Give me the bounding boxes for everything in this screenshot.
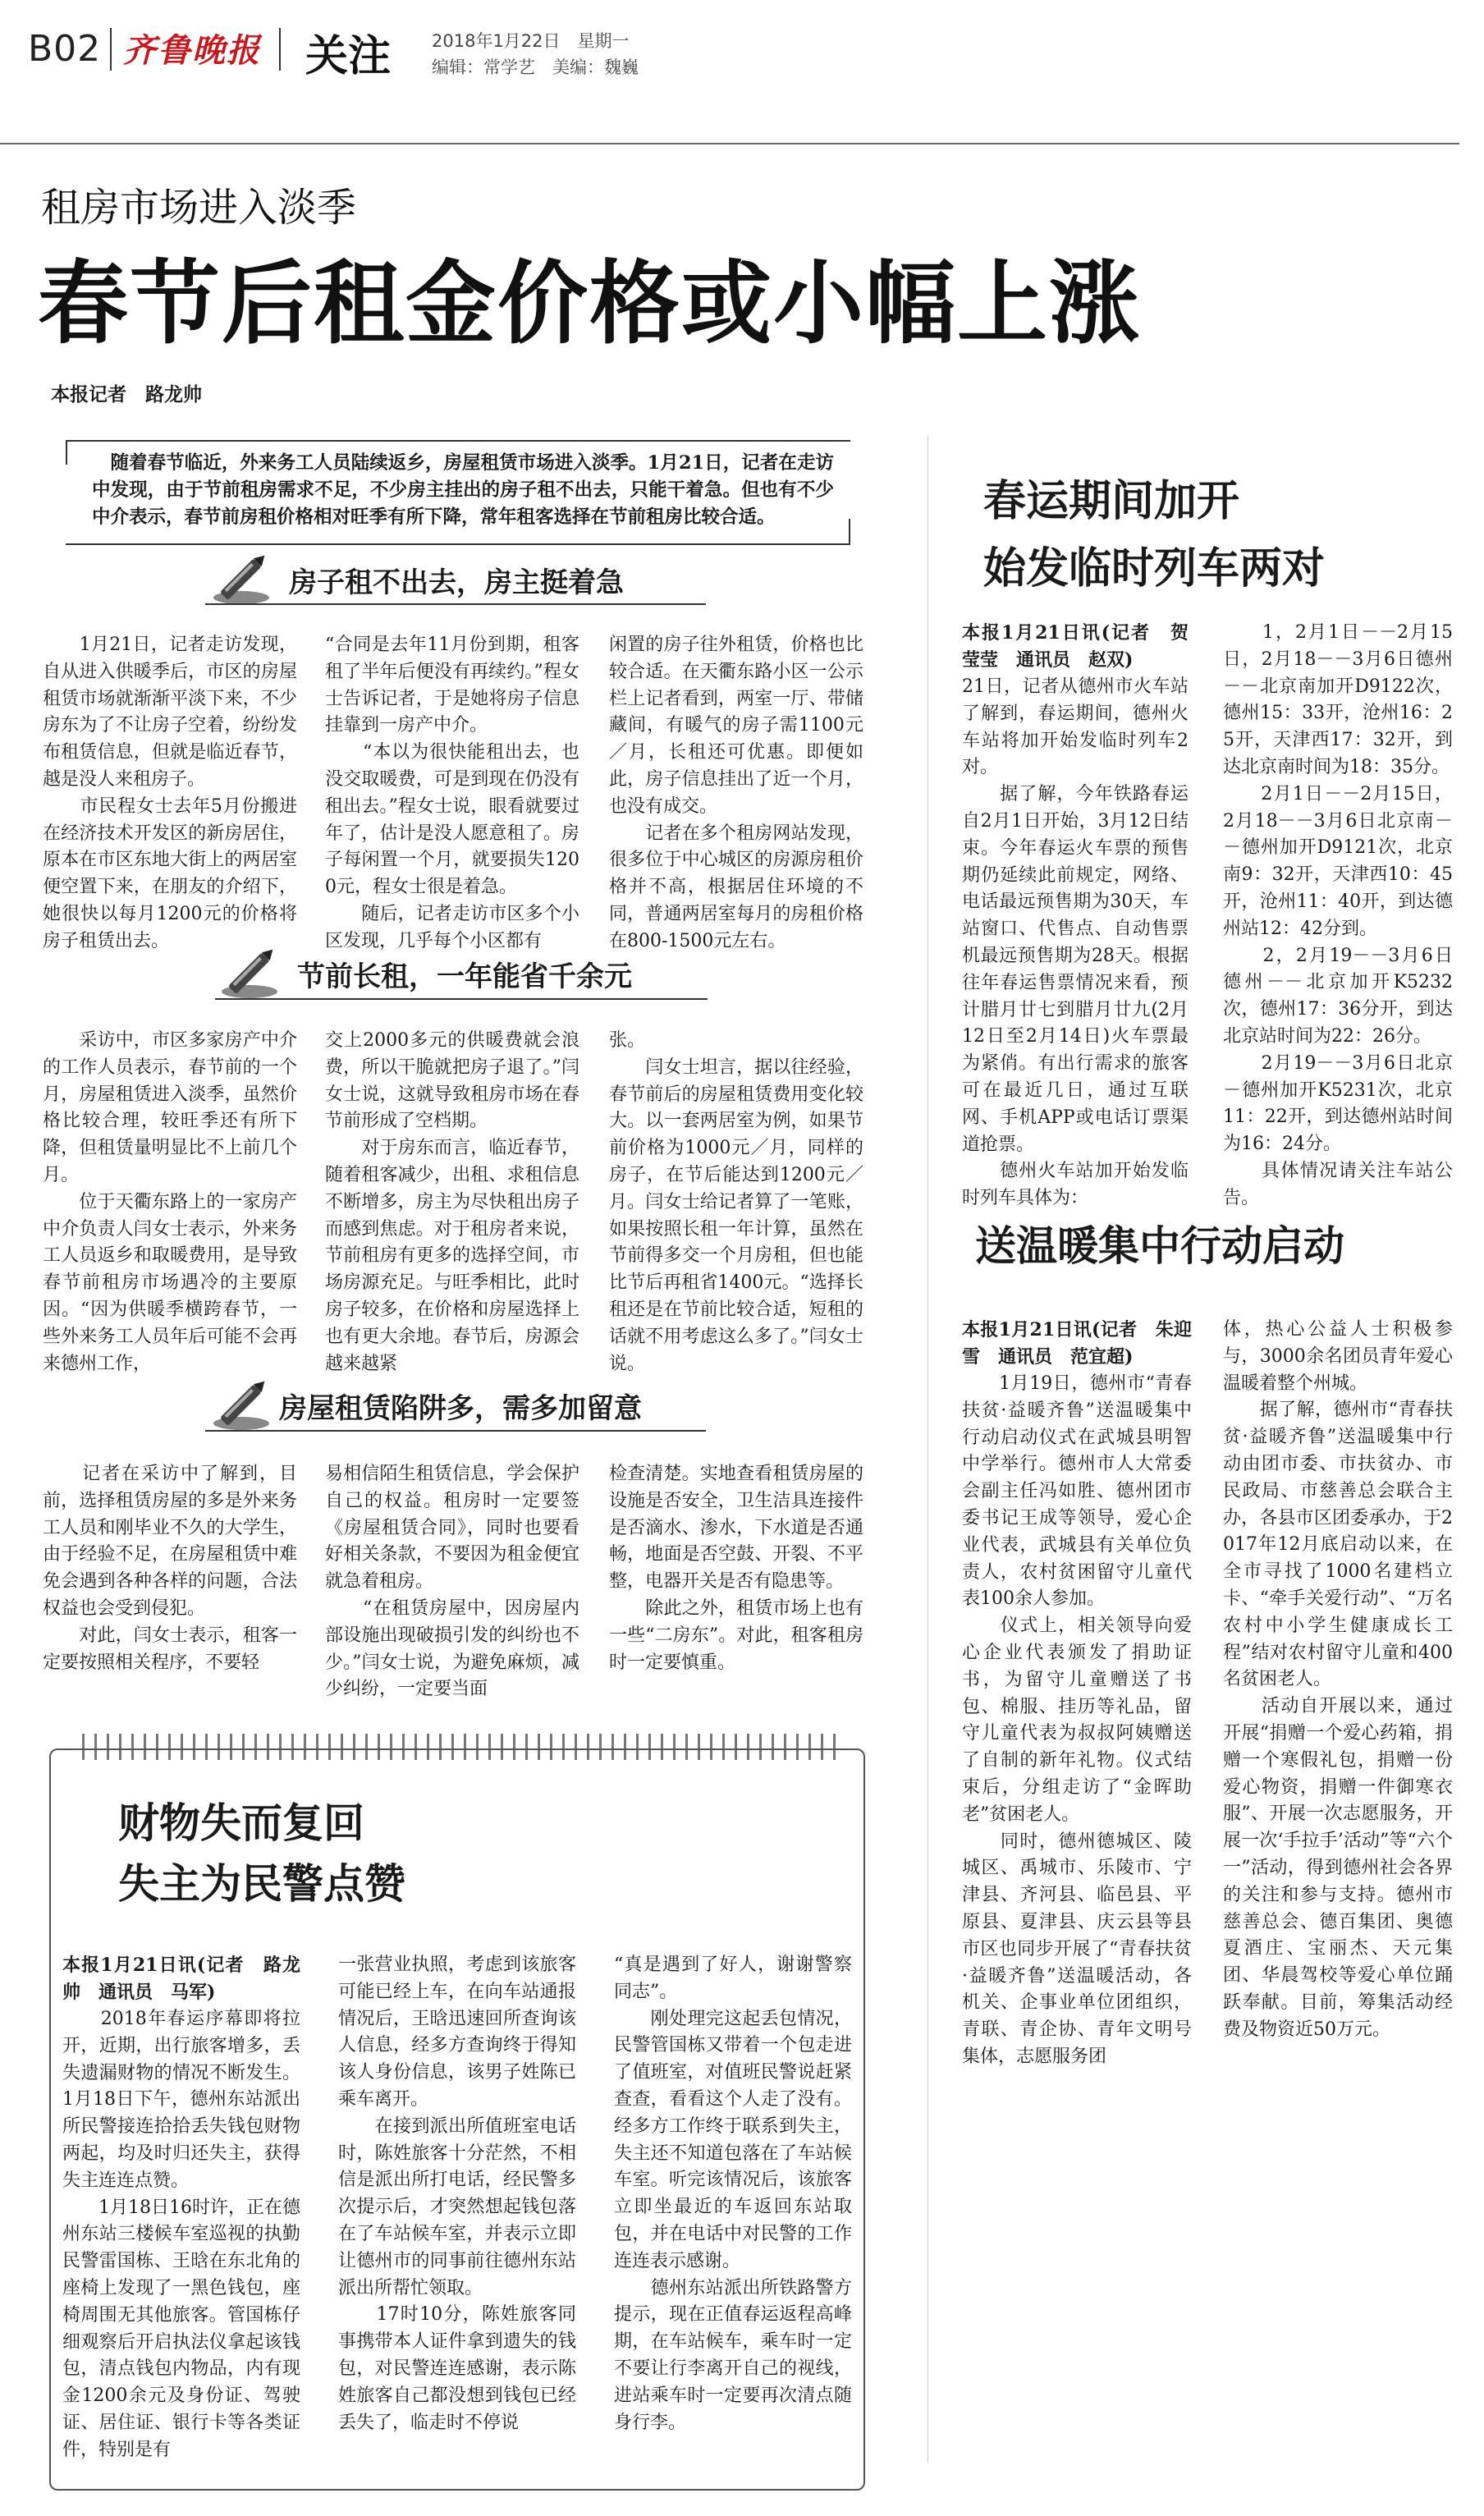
lead-s3-col2: 易相信陌生租赁信息，学会保护自己的权益。租房时一定要签《房屋租赁合同》，同时也要看好相关条款，不要因为租金便宜就急着租房。 “在租赁房屋中，因房屋内部设施出现破损引发的纠纷也不少。”闫女士说，为避免麻烦，减少纠纷，一定要当面 (325, 1464, 579, 1700)
box-byline: 本报1月21日讯(记者 路龙帅 通讯员 马军) (62, 1955, 300, 2003)
pen-icon (208, 1376, 274, 1433)
notebook-rings (82, 1734, 837, 1760)
issue-date: 2018年1月22日 星期一 (432, 31, 630, 51)
lead-s3-col1: 记者在采访中了解到，目前，选择租赁房屋的多是外来务工人员和刚毕业不久的大学生，由于经验不足，在房屋租赁中难免会遇到各种各样的问题，合法权益也会受到侵犯。 对此，闫女士表示，租客一定要按照相关程序，不要轻 (43, 1464, 297, 1673)
page-number: B02 (28, 28, 102, 70)
warmth-col1: 1月19日，德州市“青春扶贫·益暖齐鲁”送温暖集中行动启动仪式在武城县明智中学举行。德州市人大常委会副主任冯如胜、德州团市委书记王成等领导，爱心企业代表，武城县有关单位负责人，农村贫困留守儿童代表100余人参加。 仪式上，相关领导向爱心企业代表颁发了捐助证书，为留守儿童赠送了书包、棉服、挂历等礼品，留守儿童代表为叔叔阿姨赠送了自制的新年礼物。仪式结束后，分组走访了“金晖助老”贫困老人。 同时，德州德城区、陵城区、禹城市、乐陵市、宁津县、齐河县、临邑县、平原县、夏津县、庆云县等县市区也同步开展了“青春扶贫·益暖齐鲁”送温暖活动，各机关、企事业单位团组织，青联、青企协、青年文明号集体，志愿服务团 (962, 1373, 1192, 2067)
section-rule-3 (205, 1430, 706, 1432)
lead-s1-col2: “合同是去年11月份到期，租客租了半年后便没有再续约。”程女士告诉记者，于是她将房子信息挂靠到一房产中介。 “本以为很快能租出去，也没交取暖费，可是到现在仍没有租出去。”程女士说，眼看就要过年了，估计是没人愿意租了。房子每闲置一个月，就要损失1200元，程女士很是着急。 随后，记者走访市区多个小区发现，几乎每个小区都有 (325, 635, 579, 951)
box-headline-2: 失主为民警点赞 (118, 1860, 405, 1908)
lead-headline: 春节后租金价格或小幅上涨 (38, 251, 1141, 356)
editors: 编辑：常学艺 美编：魏巍 (432, 57, 639, 77)
pen-icon (208, 550, 274, 607)
rail-col1: 21日，记者从德州市火车站了解到，春运期间，德州火车站将加开始发临时列车2对。 据了解，今年铁路春运自2月1日开始，3月12日结束。今年春运火车票的预售期仍延续此前规定，网络、电话最远预售期为30天，车站窗口、代售点、自动售票机最远预售期为28天。根据往年春运售票情况来看，预计腊月廿七到腊月廿九(2月12日至2月14日)火车票最为紧俏。有出行需求的旅客可在最近几日，通过互联网、手机APP或电话订票渠道抢票。 德州火车站加开始发临时列车具体为： (962, 676, 1189, 1209)
box-col2: 一张营业执照，考虑到该旅客可能已经上车，在向车站通报情况后，王晗迅速回所查询该人信息，经多方查询终于得知该人身份信息，该男子姓陈已乘车离开。 在接到派出所值班室电话时，陈姓旅客十分茫然，不相信是派出所打电话，经民警多次提示后，才突然想起钱包落在了车站候车室，并表示立即让德州市的同事前往德州东站派出所帮忙领取。 17时10分，陈姓旅客同事携带本人证件拿到遗失的钱包，对民警连连感谢，表示陈姓旅客自己都没想到钱包已经丢失了，临走时不停说 (338, 1955, 576, 2433)
box-col1: 2018年春运序幕即将拉开，近期，出行旅客增多，丢失遗漏财物的情况不断发生。1月18日下午，德州东站派出所民警接连拾拾丢失钱包财物两起，均及时归还失主，获得失主连连点赞。 1月18日16时许，正在德州东站三楼候车室巡视的执勤民警雷国栋、王晗在东北角的座椅上发现了一黑色钱包，座椅周围无其他旅客。管国栋仔细观察后开启执法仪拿起该钱包，清点钱包内物品，内有现金1200余元及身份证、驾驶证、居住证、银行卡等各类证件，特别是有 (62, 2009, 300, 2460)
rail-col2: 1，2月1日－－2月15日，2月18－－3月6日德州－－北京南加开D9122次，德州15：33开，沧州16：25开，天津西17：32开，到达北京南时间为18：35分。 2月1日－－2月15日，2月18－－3月6日北京南－－德州加开D9121次，北京南9：32开，天津西10：45开，沧州11：40开，到达德州站12：42分到。 2，2月19－－3月6日德州－－北京加开K5232次，德州17：36分开，到达北京站时间为22：26分。 2月19－－3月6日北京－德州加开K5231次，北京11：22开，到达德州站时间为16：24分。 具体情况请关注车站公告。 (1223, 622, 1453, 1208)
section-heading-3: 房屋租赁陷阱多，需多加留意 (279, 1392, 642, 1425)
pen-icon (217, 944, 282, 1001)
box-headline-1: 财物失而复回 (118, 1799, 364, 1847)
lead-s1-col1: 1月21日，记者走访发现，自从进入供暖季后，市区的房屋租赁市场就渐渐平淡下来，不少房东为了不让房子空着，纷纷发布租赁信息，但就是临近春节，越是没人来租房子。 市民程女士去年5月份搬进在经济技术开发区的新房居住，原本在市区东地大街上的两居室便空置下来，在朋友的介绍下，她很快以每月1200元的价格将房子租赁出去。 (43, 635, 297, 951)
lead-kicker: 租房市场进入淡季 (41, 185, 357, 231)
section-rule-1 (205, 603, 706, 605)
lead-summary: 随着春节临近，外来务工人员陆续返乡，房屋租赁市场进入淡季。1月21日，记者在走访中发现，由于节前租房需求不足，不少房主挂出的房子租不出去，只能干着急。但也有不少中介表示，春节前房租价格相对旺季有所下降，常年租客选择在节前租房比较合适。 (92, 452, 834, 528)
header-rule (0, 143, 1459, 144)
warmth-headline: 送温暖集中行动启动 (975, 1222, 1344, 1270)
rail-headline-2: 始发临时列车两对 (983, 544, 1326, 593)
section-heading-2: 节前长租，一年能省千余元 (297, 960, 632, 993)
rail-byline: 本报1月21日讯(记者 贺莹莹 通讯员 赵双) (962, 622, 1189, 671)
newspaper-logo: 齐鲁晚报 (123, 31, 261, 70)
section-rule-2 (215, 998, 708, 1000)
lead-byline: 本报记者 路龙帅 (51, 383, 202, 406)
warmth-byline: 本报1月21日讯(记者 朱迎雪 通讯员 范宜超) (962, 1319, 1192, 1368)
summary-bracket (849, 519, 850, 543)
lead-s2-col2: 交上2000多元的供暖费就会浪费，所以干脆就把房子退了。”闫女士说，这就导致租房市场在春节前形成了空档期。 对于房东而言，临近春节，随着租客减少，出租、求租信息不断增多，房主为尽快租出房子而感到焦虑。对于租房者来说，节前租房有更多的选择空间，市场房源充足。与旺季相比，此时房子较多，在价格和房屋选择上也有更大余地。春节后，房源会越来越紧 (325, 1030, 579, 1374)
section-heading-1: 房子租不出去，房主挺着急 (289, 566, 624, 599)
rail-headline-1: 春运期间加开 (983, 477, 1240, 526)
box-col3: “真是遇到了好人，谢谢警察同志”。 刚处理完这起丢包情况，民警管国栋又带着一个包走进了值班室，对值班民警说赶紧查查，看看这个人走了没有。经多方工作终于联系到失主，失主还不知道包落在了车站候车室。听完该情况后，该旅客立即坐最近的车返回东站取包，并在电话中对民警的工作连连表示感谢。 德州东站派出所铁路警方提示，现在正值春运返程高峰期，在车站候车，乘车时一定不要让行李离开自己的视线，进站乘车时一定要再次清点随身行李。 (614, 1955, 852, 2433)
summary-bracket (66, 440, 67, 465)
section-name: 关注 (305, 32, 392, 81)
lead-s1-col3: 闲置的房子往外租赁，价格也比较合适。在天衢东路小区一公示栏上记者看到，两室一厅、带储藏间，有暖气的房子需1100元／月，长租还可优惠。即便如此，房子信息挂出了近一个月，也没有成交。 记者在多个租房网站发现，很多位于中心城区的房源房租价格并不高，根据居住环境的不同，普通两居室每月的房租价格在800-1500元左右。 (609, 635, 863, 951)
lead-s2-col1: 采访中，市区多家房产中介的工作人员表示，春节前的一个月，房屋租赁进入淡季，虽然价格比较合理，较旺季还有所下降，但租赁量明显比不上前几个月。 位于天衢东路上的一家房产中介负责人闫女士表示，外来务工人员返乡和取暖费用，是导致春节前租房市场遇冷的主要原因。“因为供暖季横跨春节，一些外来务工人员年后可能不会再来德州工作， (43, 1030, 297, 1374)
header-divider (279, 28, 281, 71)
warmth-col2: 体，热心公益人士积极参与，3000余名团员青年爱心温暖着整个州城。 据了解，德州市“青春扶贫·益暖齐鲁”送温暖集中行动由团市委、市扶贫办、市民政局、市慈善总会联合主办，各县市区团委承办，于2017年12月底启动以来，在全市寻找了1000名建档立卡、“牵手关爱行动”、“万名农村中小学生健康成长工程”结对农村留守儿童和400名贫困老人。 活动自开展以来，通过开展“捐赠一个爱心药箱，捐赠一个寒假礼包，捐赠一份爱心物资，捐赠一件御寒衣服”、开展一次志愿服务，开展一次‘手拉手’活动”等“六个一”活动，得到德州社会各界的关注和参与支持。德州市慈善总会、德百集团、奥德夏酒庄、宝丽杰、天元集团、华晨驾校等爱心单位踊跃奉献。目前，筹集活动经费及物资近50万元。 (1223, 1319, 1453, 2040)
lead-s2-col3: 张。 闫女士坦言，据以往经验，春节前后的房屋租赁费用变化较大。以一套两居室为例，如果节前价格为1000元／月，同样的房子，在节后能达到1200元／月。闫女士给记者算了一笔账，如果按照长租一年计算，虽然在节前得多交一个月房租，但也能比节后再租省1400元。“选择长租还是在节前比较合适，短租的话就不用考虑这么多了。”闫女士说。 (609, 1030, 863, 1374)
header-divider (110, 28, 112, 71)
lead-s3-col3: 检查清楚。实地查看租赁房屋的设施是否安全，卫生洁具连接件是否滴水、渗水，下水道是否通畅，地面是否空鼓、开裂、不平整，电器开关是否有隐患等。 除此之外，租赁市场上也有一些“二房东”。对此，租客租房时一定要慎重。 (609, 1464, 863, 1673)
